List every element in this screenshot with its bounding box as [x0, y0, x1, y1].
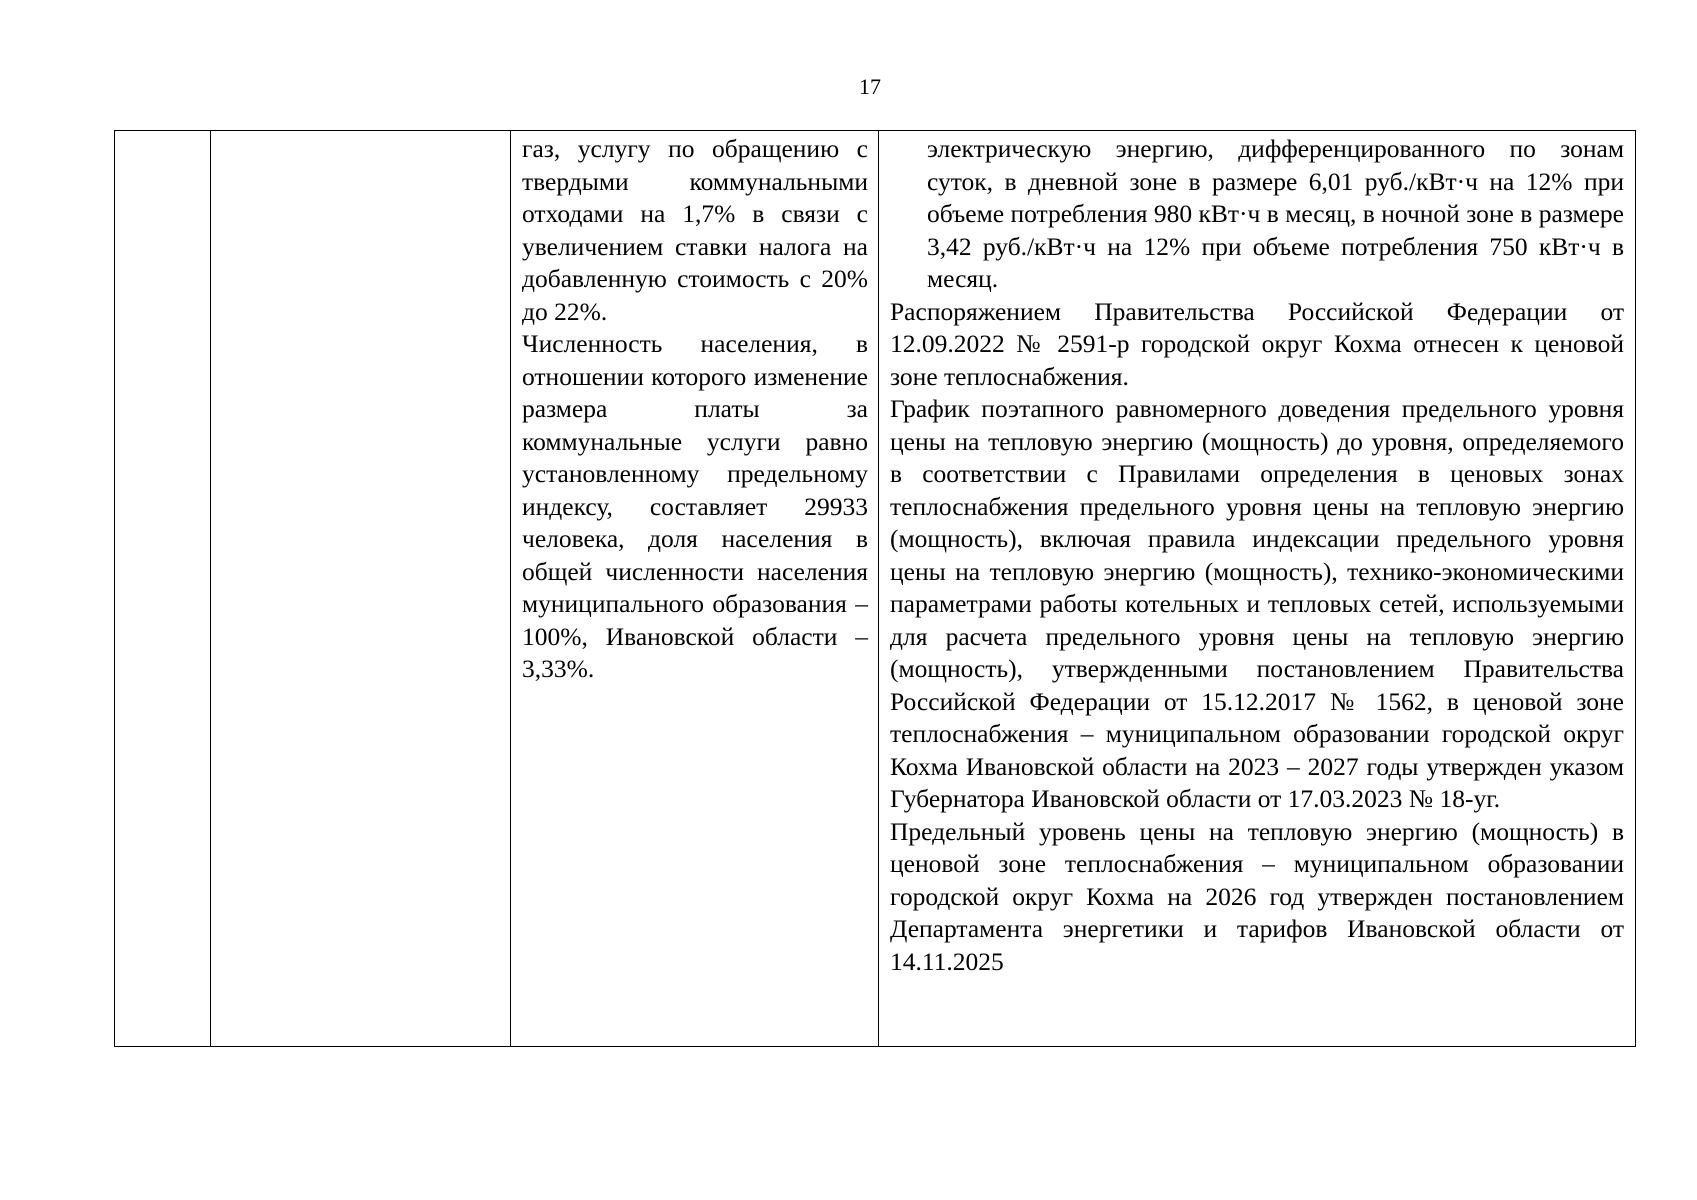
- page-number: 17: [859, 74, 881, 99]
- table-cell-justification: [511, 131, 879, 1047]
- table-cell-name: [211, 131, 511, 1047]
- cell4-paragraph-4: Предельный уровень цены на тепловую энергию (мощность) в ценовой зоне теплоснабжения – муниципальном образовании городской округ Кохма на 2026 год утвержден постановлением Департамента энергетики и тарифов Ивановской области от 14.11.2025: [890, 816, 1624, 976]
- cell3-paragraph-2: Численность населения, в отношении которого изменение размера платы за коммунальные услуги равно установленному предельному индексу, составляет 29933 человека, доля населения в общей численности населения муниципального образования – 100%, Ивановской области – 3,33%.: [522, 329, 868, 683]
- table-row: [115, 131, 1636, 1047]
- content-table: [114, 130, 1636, 1047]
- cell4-paragraph-1: электрическую энергию, дифференцированного по зонам суток, в дневной зоне в размере 6,01 руб./кВт·ч на 12% при объеме потребления 980 кВт·ч в месяц, в ночной зоне в размере 3,42 руб./кВт·ч на 12% при объеме потребления 750 кВт·ч в месяц.: [927, 134, 1624, 293]
- table-cell-notes: [879, 131, 1636, 1047]
- cell3-paragraph-1: газ, услугу по обращению с твердыми коммунальными отходами на 1,7% в связи с увеличением ставки налога на добавленную стоимость с 20% до 22%.: [522, 134, 868, 326]
- table-cell-number: [115, 131, 211, 1047]
- cell4-paragraph-2: Распоряжением Правительства Российской Федерации от 12.09.2022 № 2591-р городской округ Кохма отнесен к ценовой зоне теплоснабжения.: [890, 296, 1624, 391]
- cell4-paragraph-3: График поэтапного равномерного доведения предельного уровня цены на тепловую энергию (мощность) до уровня, определяемого в соответствии с Правилами определения в ценовых зонах теплоснабжения предельного уровня цены на тепловую энергию (мощность), включая правила индексации предельного уровня цены на тепловую энергию (мощность), технико-экономическими параметрами работы котельных и тепловых сетей, используемыми для расчета предельного уровня цены на тепловую энергию (мощность), утвержденными постановлением Правительства Российской Федерации от 15.12.2017 № 1562, в ценовой зоне теплоснабжения – муниципальном образовании городской округ Кохма Ивановской области на 2023 – 2027 годы утвержден указом Губернатора Ивановской области от 17.03.2023 № 18-уг.: [890, 394, 1624, 813]
